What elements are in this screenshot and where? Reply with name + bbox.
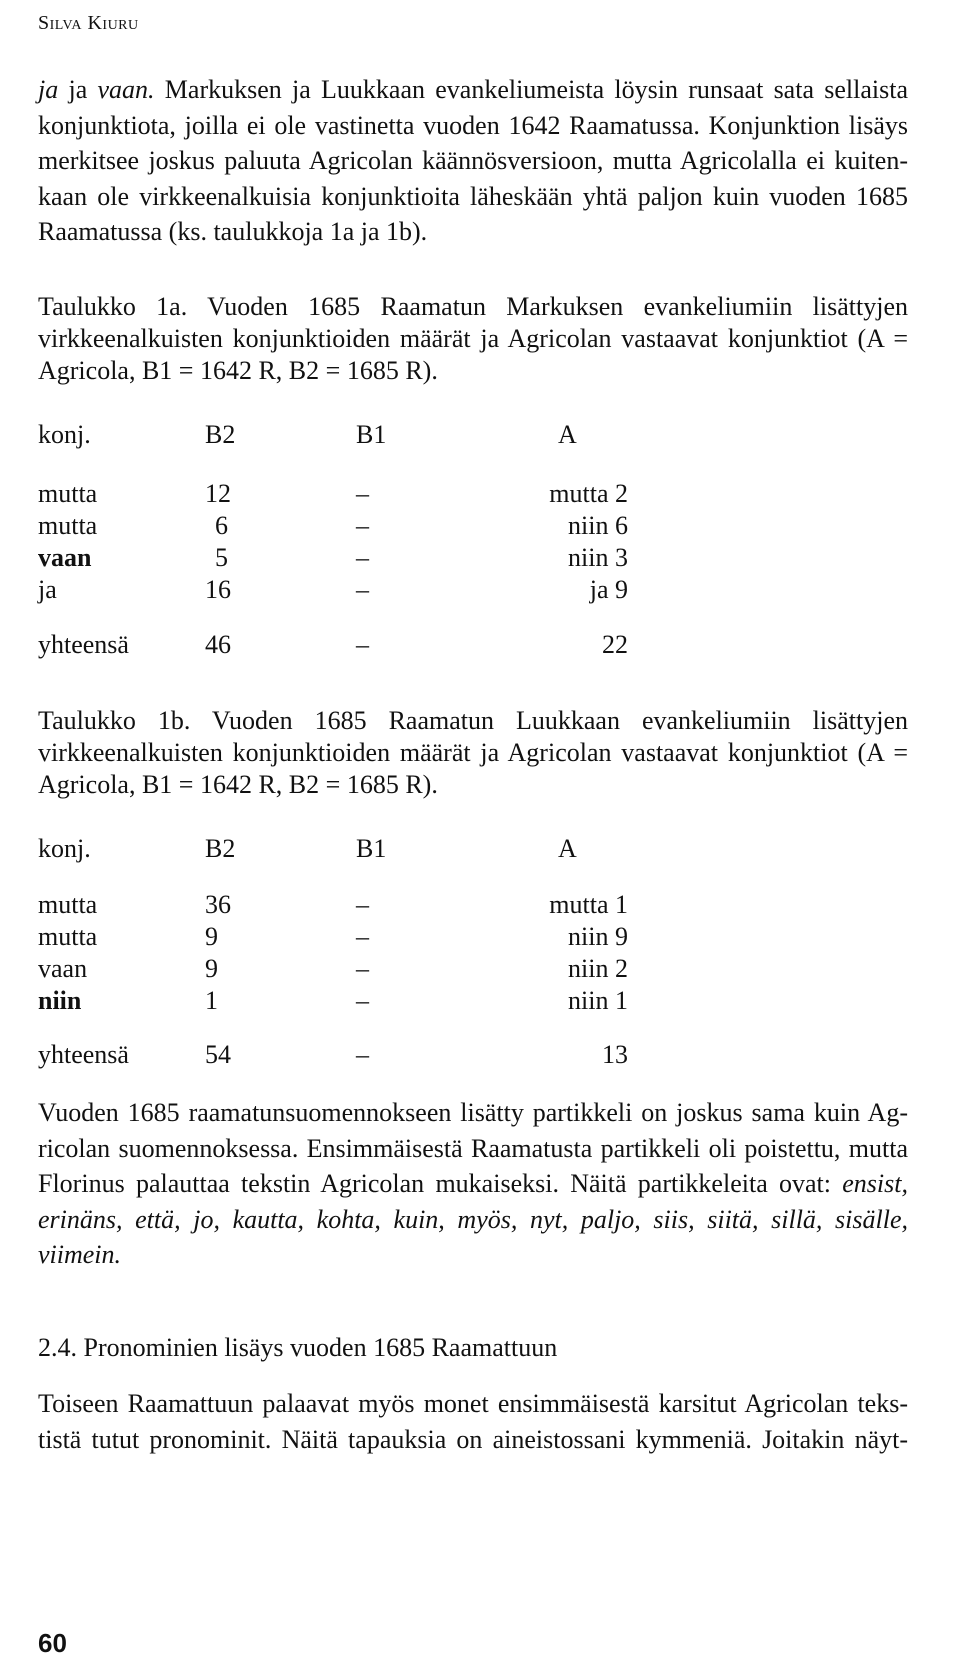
particles-line-4: erinäns, että, jo, kautta, kohta, kuin, myös, nyt, paljo, siis, siitä, sillä, sisälle,: [38, 1204, 908, 1234]
table-1b-caption-line-1: Taulukko 1b. Vuoden 1685 Raamatun Luukkaan evankeliumiin lisättyjen: [38, 706, 908, 735]
section-heading: 2.4. Pronominien lisäys vuoden 1685 Raamattuun: [38, 1333, 558, 1362]
pronoun-line-1: Toiseen Raamattuun palaavat myös monet ensimmäisestä karsitut Agricolan teks-: [38, 1389, 908, 1418]
particles-line-3: Florinus palauttaa tekstin Agricolan mukaiseksi. Näitä partikkeleita ovat: ensist,: [38, 1169, 908, 1198]
table-row: mutta 12 – mutta 2: [38, 479, 628, 508]
table-1b-caption-line-3: Agricola, B1 = 1642 R, B2 = 1685 R).: [38, 770, 438, 799]
table-1a-caption: [38, 291, 908, 387]
table-1b-caption: [38, 705, 908, 801]
running-head: Silva Kiuru: [38, 12, 139, 34]
header-a: A: [558, 420, 577, 449]
page-number: 60: [38, 1628, 67, 1658]
document-page: [38, 0, 908, 1670]
intro-line-1: ja ja vaan. Markuksen ja Luukkaan evankeliumeista löysin runsaat sata sellaista: [38, 75, 908, 104]
table-row: mutta 36 – mutta 1: [38, 890, 628, 919]
header-a: A: [558, 834, 577, 863]
table-total-row: yhteensä 54 – 13: [38, 1040, 628, 1069]
table-total-row: yhteensä 46 – 22: [38, 630, 628, 659]
table-1a-caption-line-3: Agricola, B1 = 1642 R, B2 = 1685 R).: [38, 356, 438, 385]
header-konj: konj.: [38, 420, 91, 449]
header-b2: B2: [205, 420, 236, 449]
intro-line-3: merkitsee joskus paluuta Agricolan käännösversioon, mutta Agricolalla ei kuiten-: [38, 146, 908, 175]
table-1a-caption-line-1: Taulukko 1a. Vuoden 1685 Raamatun Markuksen evankeliumiin lisättyjen: [38, 292, 908, 321]
intro-line-4: kaan ole virkkeenalkuisia konjunktioita läheskään yhtä paljon kuin vuoden 1685: [38, 181, 908, 211]
pronoun-line-2: tistä tutut pronominit. Näitä tapauksia on aineistossani kymmeniä. Joitakin näyt-: [38, 1424, 908, 1454]
header-b1: B1: [356, 834, 387, 863]
table-row: vaan 9 – niin 2: [38, 954, 628, 983]
table-1b-caption-line-2: virkkeenalkuisten konjunktioiden määrät ja Agricolan vastaavat konjunktiot (A =: [38, 738, 908, 767]
table-row: mutta 9 – niin 9: [38, 922, 628, 951]
particles-line-2: ricolan suomennoksessa. Ensimmäisestä Raamatusta partikkeli oli poistettu, mutta: [38, 1133, 908, 1163]
table-1a-caption-line-2: virkkeenalkuisten konjunktioiden määrät ja Agricolan vastaavat konjunktiot (A =: [38, 324, 908, 353]
particles-paragraph: [38, 1095, 908, 1273]
table-row: mutta 6 – niin 6: [38, 511, 628, 540]
table-header-row: [38, 420, 638, 452]
table-row: vaan 5 – niin 3: [38, 543, 628, 572]
particles-line-1: Vuoden 1685 raamatunsuomennokseen lisätty partikkeli on joskus sama kuin Ag-: [38, 1098, 908, 1127]
table-row: ja 16 – ja 9: [38, 575, 628, 604]
pronoun-paragraph: [38, 1386, 908, 1457]
particles-line-5: viimein.: [38, 1240, 122, 1269]
table-header-row: [38, 834, 638, 866]
intro-paragraph: [38, 72, 908, 250]
header-b1: B1: [356, 420, 387, 449]
intro-line-5: Raamatussa (ks. taulukkoja 1a ja 1b).: [38, 217, 428, 246]
header-konj: konj.: [38, 834, 91, 863]
intro-line-2: konjunktiota, joilla ei ole vastinetta vuoden 1642 Raamatussa. Konjunktion lisäys: [38, 110, 908, 140]
header-b2: B2: [205, 834, 236, 863]
table-row: niin 1 – niin 1: [38, 986, 628, 1015]
